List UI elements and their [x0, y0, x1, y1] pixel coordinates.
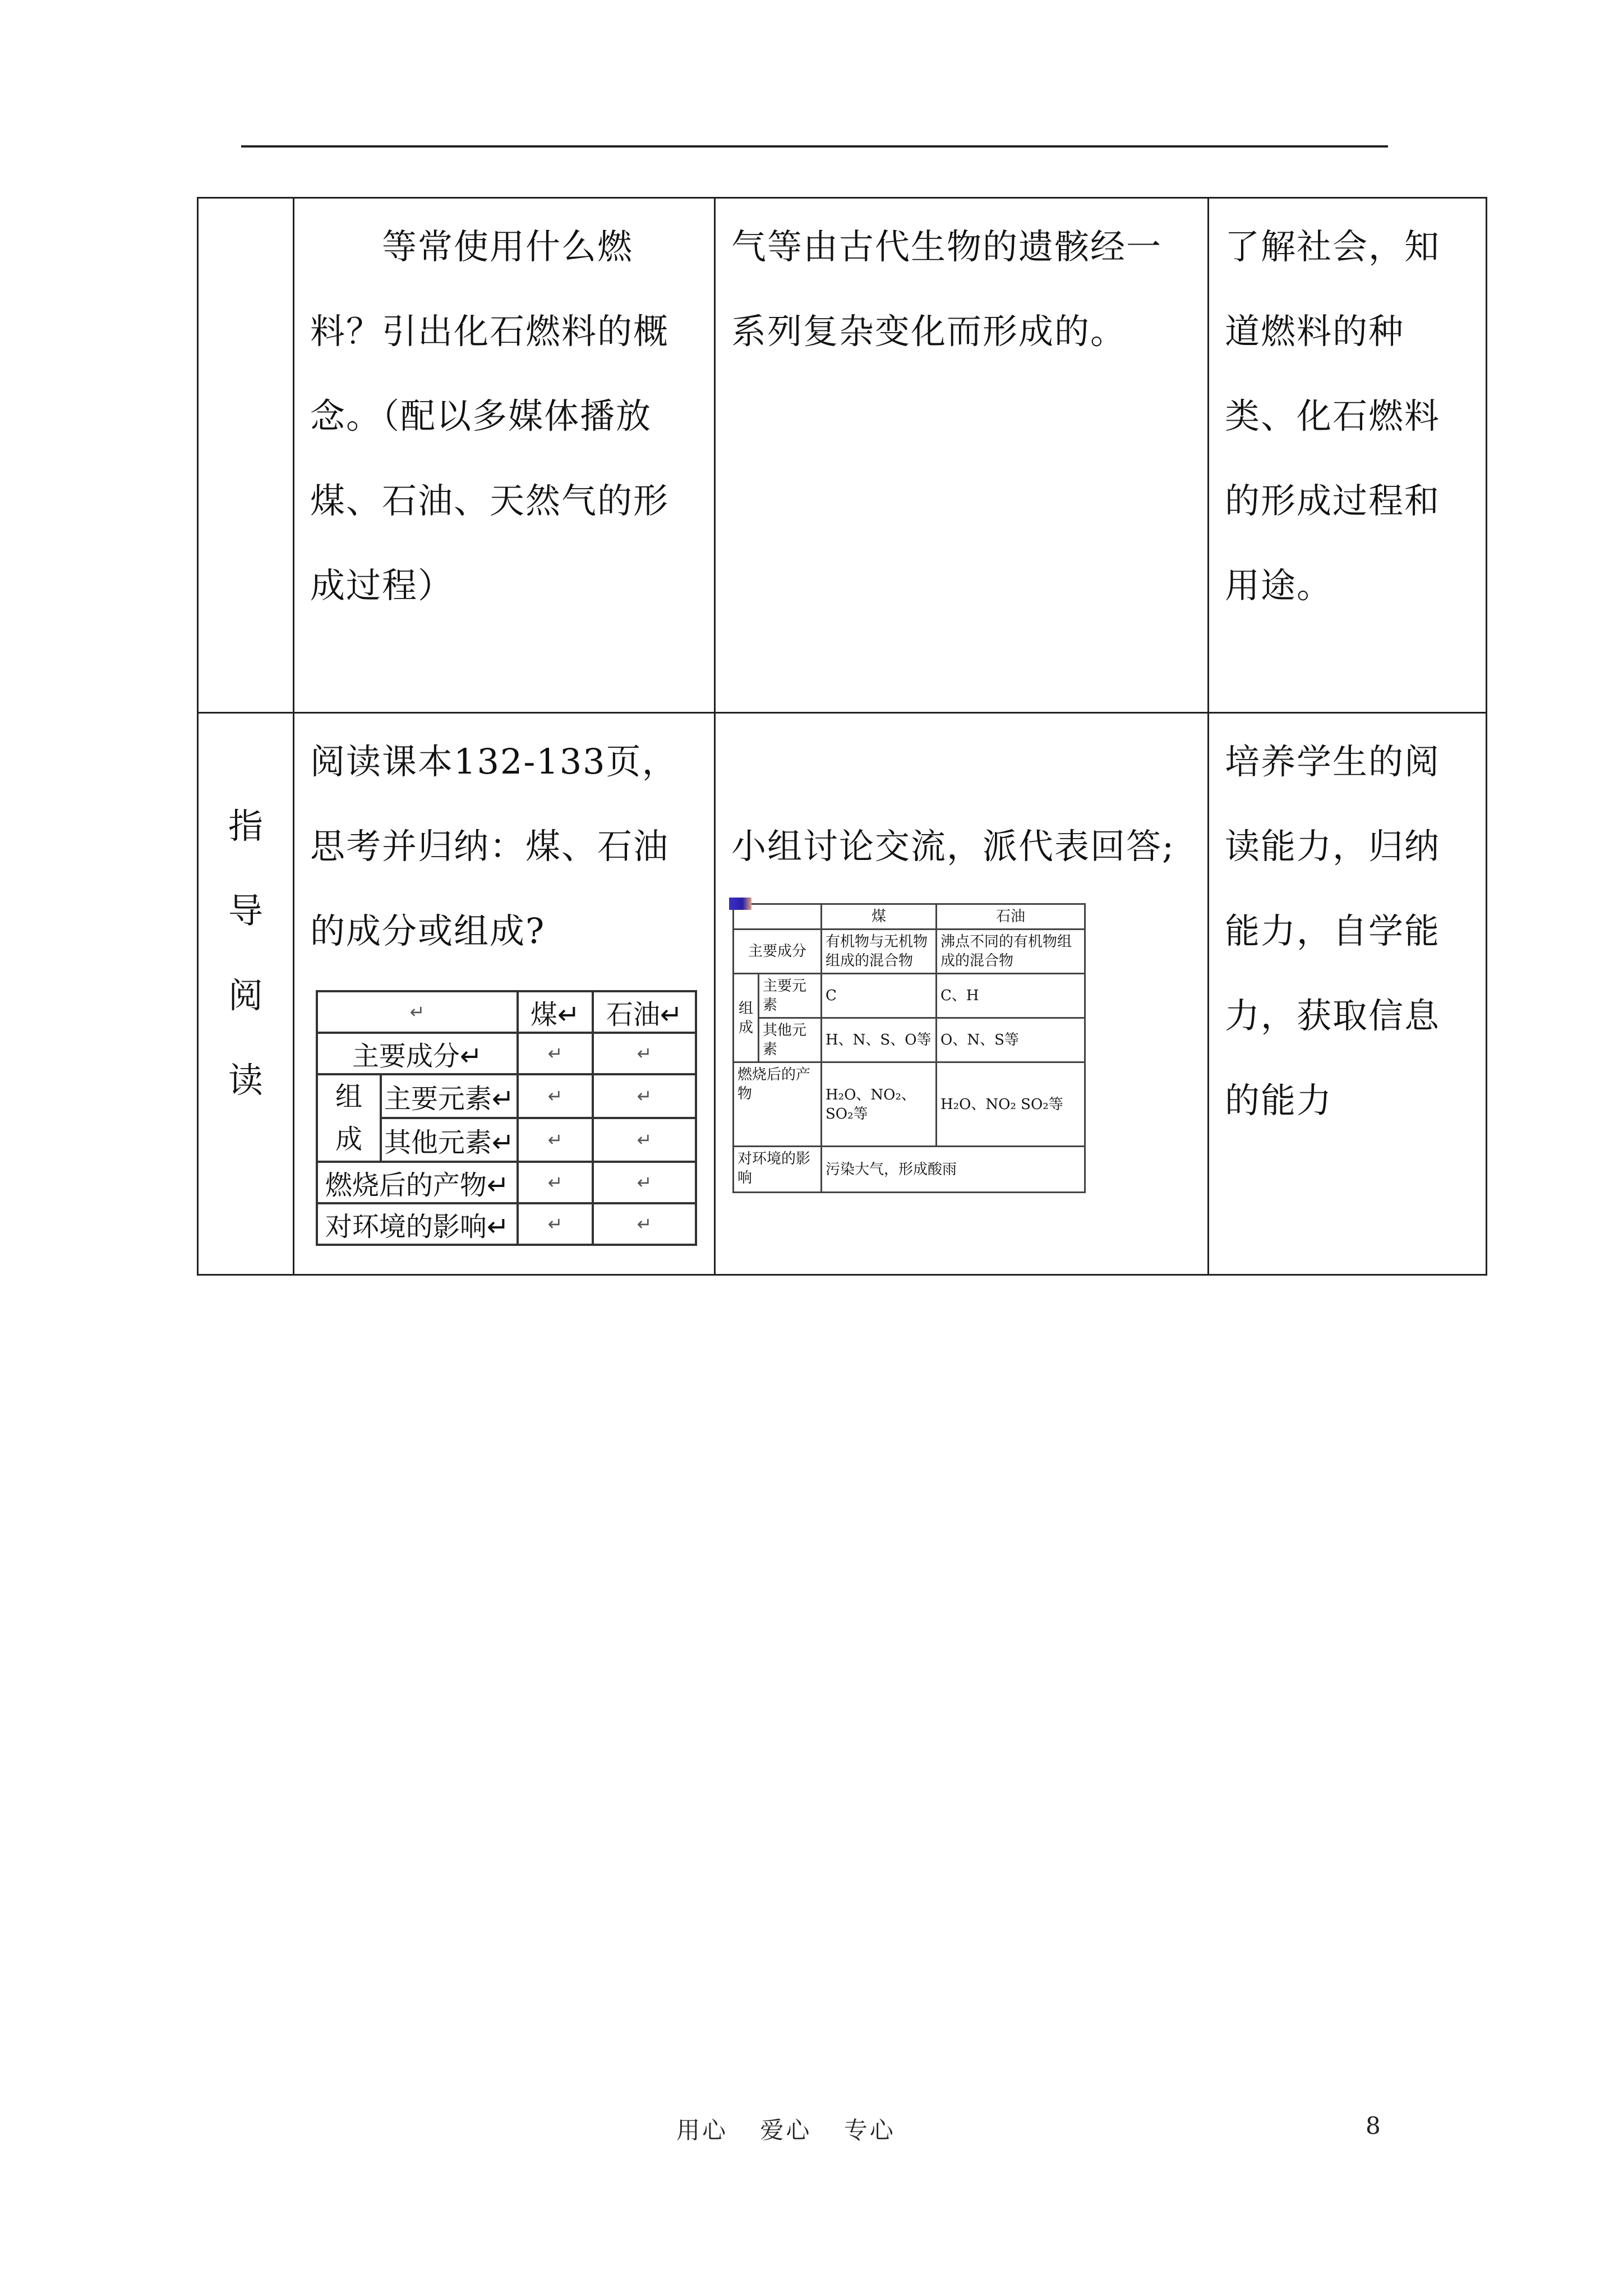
- teacher-activity-text: 阅读课本132-133页，思考并归纳：煤、石油的成分或组成?: [310, 741, 678, 951]
- student-activity-text: 气等由古代生物的遗骸经一系列复杂变化而形成的。: [731, 226, 1163, 352]
- flag-icon: [729, 898, 751, 910]
- student-activity-cell: [715, 713, 1209, 1275]
- student-activity-text: 小组讨论交流，派代表回答;: [731, 826, 1175, 867]
- stage-label: 指 导 阅 读: [228, 806, 263, 1101]
- stage-cell: [198, 713, 294, 1275]
- student-activity-cell: [715, 198, 1209, 713]
- page-number: 8: [1366, 2112, 1381, 2139]
- blank-summary-table: ↵ 煤↵ 石油↵ 主要成分↵ ↵ ↵ 组 成 主要元素↵ ↵ ↵ 其他元素↵ ↵ ↵ 燃烧后的产物↵ ↵ ↵ 对环境的影响↵ ↵ ↵: [316, 990, 697, 1246]
- answer-table-image: [732, 903, 1086, 1193]
- answer-summary-table: 煤 石油 主要成分 有机物与无机物组成的混合物 沸点不同的有机物组成的混合物 组 成 主要元素 C C、H 其他元素 H、N、S、O等 O、N、S等 燃烧后的产物 H₂O、NO₂、SO₂等 H₂O、NO₂ SO₂等 对环境的影响 污染大气，形成酸雨: [732, 903, 1086, 1193]
- design-intent-text: 培养学生的阅读能力，归纳能力，自学能力，获取信息的能力: [1225, 741, 1441, 1121]
- footer-motto: 用心 爱心 专心: [676, 2116, 896, 2144]
- lesson-table: [197, 197, 1487, 1276]
- teacher-activity-cell: [294, 713, 715, 1275]
- teacher-activity-text: 等常使用什么燃料？引出化石燃料的概念。（配以多媒体播放煤、石油、天然气的形成过程）: [310, 226, 670, 606]
- design-intent-cell: [1209, 198, 1487, 713]
- header-rule: [241, 145, 1388, 148]
- table-row: [198, 198, 1487, 713]
- design-intent-cell: [1209, 713, 1487, 1275]
- table-row: [198, 713, 1487, 1275]
- teacher-activity-cell: [294, 198, 715, 713]
- design-intent-text: 了解社会，知道燃料的种类、化石燃料的形成过程和用途。: [1225, 226, 1441, 606]
- stage-cell: [198, 198, 294, 713]
